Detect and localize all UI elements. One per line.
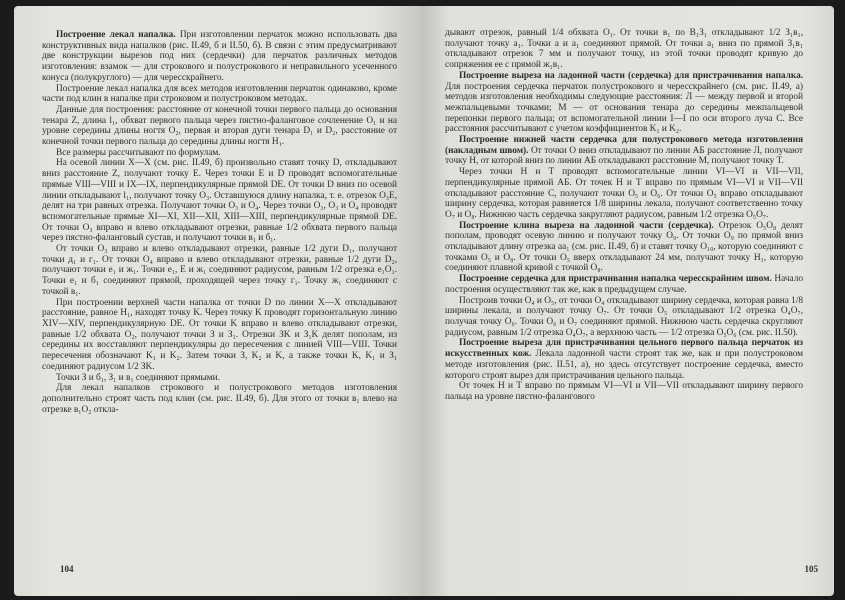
paragraph — [42, 244, 397, 298]
paragraph-text: Все размеры рассчитывают по формулам. — [56, 147, 221, 158]
right-page-number: 105 — [804, 564, 818, 574]
paragraph-text: От точки O вниз откладывают по линии АБ расстояние Л, получают точку Н, от которой вниз по линии АБ откладывают расстояние M, получают точку T. — [445, 145, 803, 167]
right-page — [421, 6, 834, 596]
paragraph — [42, 298, 397, 373]
paragraph-text: Построение лекал напалка для всех методов изготовления перчаток одинаково, кроме части под клин в напалке при строковом и полустроковом методах. — [42, 83, 397, 105]
paragraph-text: Через точки Н и T проводят вспомогательные линии VI—VI и VII—VII, перпендикулярные прямой АБ. От точек Н и T вправо по прямым VI—VI и VII—VII откладывают расстояние C, получают точки O₅ и O₆. От точки O₅ вправо откладывают ширину сердечка, которая равняется 1/8 ширины лекала, получают соответственно точку O₇ и O₈. Нижнюю часть сердечка закругляют радиусом, равным 1/2 отрезка O₅O₇. — [445, 167, 803, 220]
paragraph — [42, 158, 397, 244]
paragraph — [42, 383, 397, 415]
section-heading: Построение выреза на ладонной части (сердечка) для пристрачивания напалка. — [459, 70, 803, 81]
paragraph-text: При построении верхней части напалка от точки D по линии X—X откладывают расстояние, равное H₁, находят точку K. Через точку K проводят горизонтальную линию XIV—XIV, перпендикулярную DE. От точки K вправо и влево откладывают отрезки, равные 1/2 обхвата O₂, получают точки З и З₁. Отрезки ЗK и З₁K делят пополам, из середины их восставляют перпендикуляры до пересечения с линией VIII—VIII. Точки пересечения обозначают K₁ и K₂. Затем точки З, K₂ и K, а также точки K, K₁ и З₁ соединяют радиусом 1/2 ЗK. — [42, 297, 397, 372]
paragraph — [445, 274, 803, 295]
paragraph — [445, 338, 803, 381]
left-page-number: 104 — [60, 564, 74, 574]
paragraph-text: дывают отрезок, равный 1/4 обхвата O₁. От точки в₁ по В₁З₁ откладывают 1/2 З₁в₁, получают точку а₁. Точки а и а₁ соединяют прямой. От точки а₁ вниз по прямой З₁в₁ откладывают отрезок 7 мм и получают точку, из этой точки проводят кривую до сопряжения ее с прямой ж₁в₁. — [445, 28, 803, 71]
paragraph-text: Для построения сердечка перчаток полустрокового и чересcкрайнего (см. рис. II.49, а) методов изготовления необходимы следующие расстояния: Л — между первой и второй межпальцевыми точками; M — от основания тенара до середины межпальцевой перепонки первого пальца; от вспомогательной линии I—I по оси второго луча C. Все расстояния рассчитывают с учетом коэффициентов K₁ и K₂. — [445, 81, 803, 135]
paragraph — [445, 296, 803, 339]
paragraph-text: При изготовлении перчаток можно использовать два конструктивных вида напалков (рис. II.49, б и II.50, б). В связи с этим предусматривают две конструкции вырезов под них (сердечки) для перчаток различных методов изготовления: взамок — для строкового и полустрокового и неправильного усеченного конуса (полукруглого) — для чересcкрайнего. — [42, 30, 397, 83]
paragraph-text: Точки З и б₁, З₁ и в₁ соединяют прямыми. — [56, 372, 220, 383]
paragraph — [445, 28, 803, 71]
book-spread — [14, 6, 834, 596]
section-heading: Построение нижней части сердечка для полустрокового метода изготовления (накладным швом). — [445, 135, 803, 156]
paragraph — [42, 84, 397, 105]
paragraph — [42, 30, 397, 84]
paragraph — [42, 148, 397, 159]
section-heading: Построение клина выреза на ладонной части (сердечка). — [459, 220, 714, 231]
paragraph-text: Отрезок O₅O₈ делят пополам, проводят осевую линию и получают точку O₉. От точки O₉ по прямой вниз откладывают длину отрезка aa₁ (см. рис. II.49, б) и ставят точку O₁₀, которую соединяют с точками O₅ и O₈. От точки O₅ вверх откладывают 24 мм, получают точку H₁, которую соединяют плавной кривой с точкой O₈. — [445, 220, 803, 274]
section-heading: Построение лекал напалка. — [56, 30, 176, 40]
paragraph — [445, 167, 803, 221]
paragraph-text: Лекала ладонной части строят так же, как и при полустроковом методе изготовления (рис. II.51, а), но здесь отсутствует построение сердечка, вместо которого строят вырез для пристрачивания цельного пальца. — [445, 349, 804, 381]
paragraph-text: Данные для построения: расстояние от конечной точки первого пальца до основания тенара Z, длина l₁, обхват первого пальца через пястно-фаланговое сочленение O₁ и на уровне середины длины ногтя O₂, первая и вторая дуги тенара D₁ и D₂, расстояние от конечной точки первого пальца до середины длины ногтя H₁. — [42, 104, 397, 148]
paragraph-text: Начало построения осуществляют так же, как в предыдущем случае. — [445, 274, 804, 295]
left-page-text — [42, 30, 397, 415]
section-heading: Построение сердечка для пристрачивания напалка чересcкрайним швом. — [459, 274, 772, 285]
section-heading: Построение выреза для пристрачивания цельного первого пальца перчаток из искусственных кож. — [445, 338, 803, 360]
paragraph — [445, 381, 803, 402]
paragraph — [445, 221, 803, 275]
right-page-text — [445, 28, 803, 403]
paragraph-text: От точки O₃ вправо и влево откладывают отрезки, равные 1/2 дуги D₁, получают точки д₁ и г₁. От точки O₄ вправо и влево откладывают отрезки, равные 1/2 дуги D₂, получают точки е₁ и ж₁. Точки е₁, E и ж₁ соединяют радиусом, равным 1/2 отрезка е₁O₁. Точки е₁ и б₁ соединяют прямой, проходящей через точку г₁. Точку ж₁ соединяют с точкой в₁. — [42, 244, 397, 297]
paragraph-text: Построив точки O₄ и O₅, от точки O₄ откладывают ширину сердечка, которая равна 1/8 ширины лекала, и получают точку O₇. От точки O₅ откладывают 1/2 отрезка O₄O₇, получая точку O₆. Точки O₆ и O₇ соединяют прямой. Нижнюю часть сердечка скругляют радиусом, равным 1/2 отрезка O₄O₇, а верхнюю часть — 1/2 отрезка O₅O₆ (см. рис. II.50). — [445, 295, 803, 338]
left-page — [14, 6, 421, 596]
paragraph-text: На осевой линии X—X (см. рис. II.49, б) произвольно ставят точку D, откладывают вниз расстояние Z, получают точку E. Через точки E и D проводят вспомогательные прямые VIII—VIII и IX—IX, перпендикулярные прямой DE. От точки D вниз по осевой линии откладывают l₁, получают точку O₃. Оставшуюся длину напалка, т. е. отрезок O₃E, делят на три равных отрезка. Получают точки O₃ и O₄. Через точки O₃, O₃ и O₄ проводят вспомогательные прямые XI—XI, XII—XII, XIII—XIII, перпендикулярные прямой DE. От точки O₃ вправо и влево откладывают отрезки, равные 1/2 обхвата первого пальца через пястно-фаланговый сустав, и получают точки в₁ и б₁. — [42, 158, 397, 244]
paragraph — [42, 105, 397, 148]
paragraph — [445, 135, 803, 167]
paragraph-text: От точек Н и T вправо по прямым VI—VI и VII—VII откладывают ширину первого пальца на уровне пястно-фалангового — [445, 381, 803, 402]
paragraph — [42, 373, 397, 384]
paragraph-text: Для лекал напалков строкового и полустрокового методов изготовления дополнительно строят часть под клин (см. рис. II.49, б). Для этого от точки в₁ влево на отрезке в₁O₂ откла- — [42, 383, 397, 415]
paragraph — [445, 71, 803, 135]
